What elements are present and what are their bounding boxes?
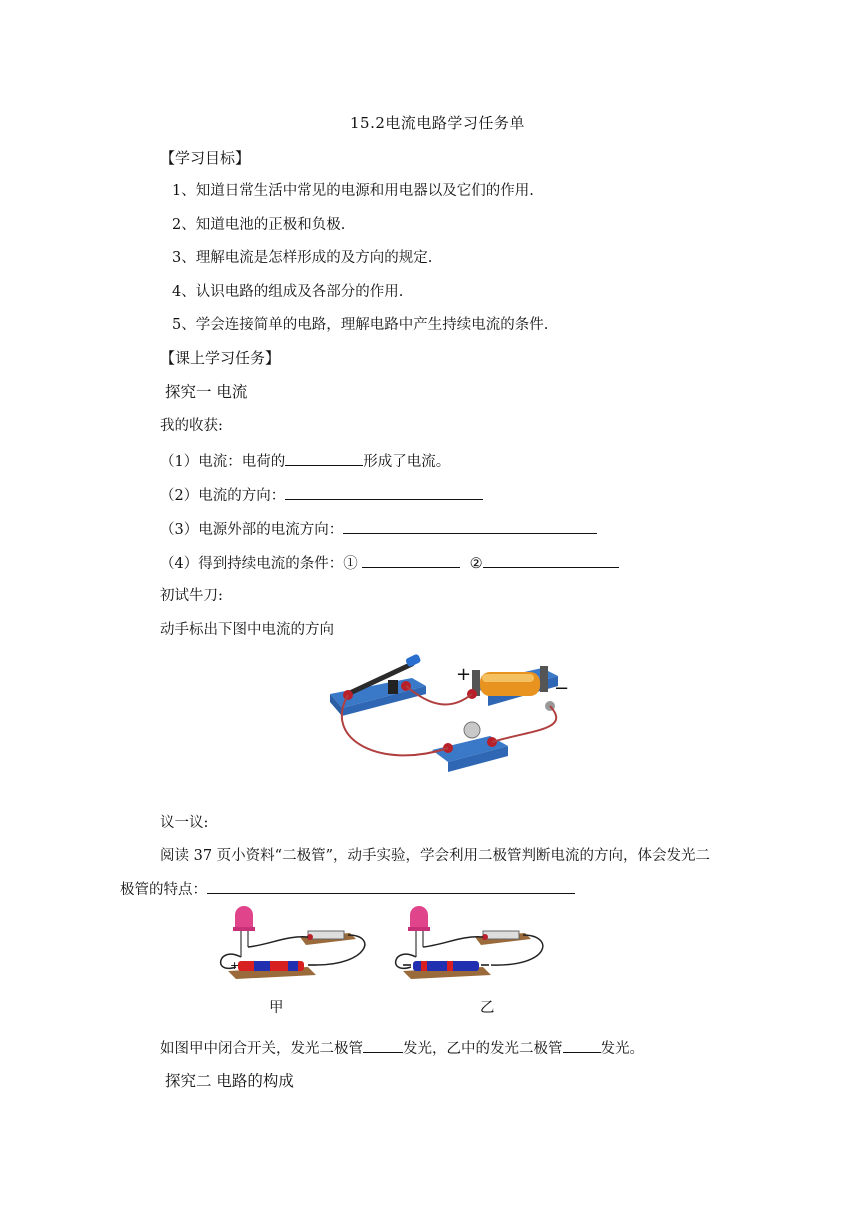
answer-blank[interactable] [362, 552, 460, 568]
led-circuit-jia [208, 905, 370, 987]
circuit-figure [322, 650, 584, 775]
answer-blank[interactable] [563, 1037, 601, 1053]
wire [492, 706, 556, 742]
question-3 [160, 518, 597, 540]
inquiry2-heading: 探究二 电路的构成 [165, 1072, 294, 1090]
switch [308, 931, 344, 939]
question-4-text: （4）得到持续电流的条件：① [160, 556, 358, 572]
harvest-label: 我的收获: [160, 418, 223, 434]
question-3-text: （3）电源外部的电流方向： [160, 522, 344, 538]
discuss-line-2-text: 极管的特点： [120, 882, 207, 898]
answer-blank[interactable] [207, 878, 575, 894]
question-1-text: （1）电流：电荷的 [160, 454, 286, 470]
tasks-heading: 【课上学习任务】 [160, 349, 281, 367]
discuss-line-2 [120, 878, 575, 900]
answer-blank[interactable] [343, 518, 597, 534]
trial-label: 初试牛刀: [160, 588, 223, 604]
objective-item: 2、知道电池的正极和负极. [172, 217, 346, 233]
wire [423, 937, 483, 947]
question-2 [160, 484, 483, 506]
discuss-line-1: 阅读 37 页小资料“二极管”，动手实验，学会利用二极管判断电流的方向，体会发光二 [160, 848, 710, 864]
switch-blade-holder [388, 680, 398, 694]
wire [396, 954, 416, 968]
label-yi: 乙 [480, 1000, 495, 1016]
minus-sign: − [554, 678, 570, 699]
question-4 [160, 552, 619, 574]
switch [483, 931, 519, 939]
question-1-tail: 形成了电流。 [363, 454, 451, 470]
inquiry1-heading: 探究一 电流 [165, 383, 248, 401]
bulb [464, 722, 480, 738]
question-4-mid: ② [469, 556, 483, 572]
page-title: 15.2电流电路学习任务单 [350, 114, 525, 132]
instruction-text: 动手标出下图中电流的方向 [160, 622, 334, 638]
answer-blank[interactable] [285, 484, 483, 500]
led-circuit-yi [383, 905, 555, 987]
svg-text:+: + [230, 959, 240, 972]
objective-item: 5、学会连接简单的电路，理解电路中产生持续电流的条件. [172, 317, 549, 333]
question-2-text: （2）电流的方向： [160, 488, 286, 504]
objective-item: 4、认识电路的组成及各部分的作用. [172, 284, 404, 300]
answer-blank[interactable] [285, 450, 363, 466]
label-jia: 甲 [269, 1000, 284, 1016]
conclusion-part-b: 发光，乙中的发光二极管 [403, 1041, 563, 1057]
conclusion-part-c: 发光。 [600, 1041, 644, 1057]
question-1 [160, 450, 450, 472]
objectives-heading: 【学习目标】 [160, 149, 251, 167]
wire [248, 937, 308, 947]
discuss-heading: 议一议: [160, 815, 209, 831]
objective-item: 3、理解电流是怎样形成的及方向的规定. [172, 250, 433, 266]
conclusion-text [160, 1037, 644, 1059]
answer-blank[interactable] [363, 1037, 403, 1053]
answer-blank[interactable] [483, 552, 619, 568]
objective-item: 1、知道日常生活中常见的电源和用电器以及它们的作用. [172, 183, 534, 199]
plus-sign: + [456, 664, 472, 685]
conclusion-part-a: 如图甲中闭合开关，发光二极管 [160, 1041, 363, 1057]
